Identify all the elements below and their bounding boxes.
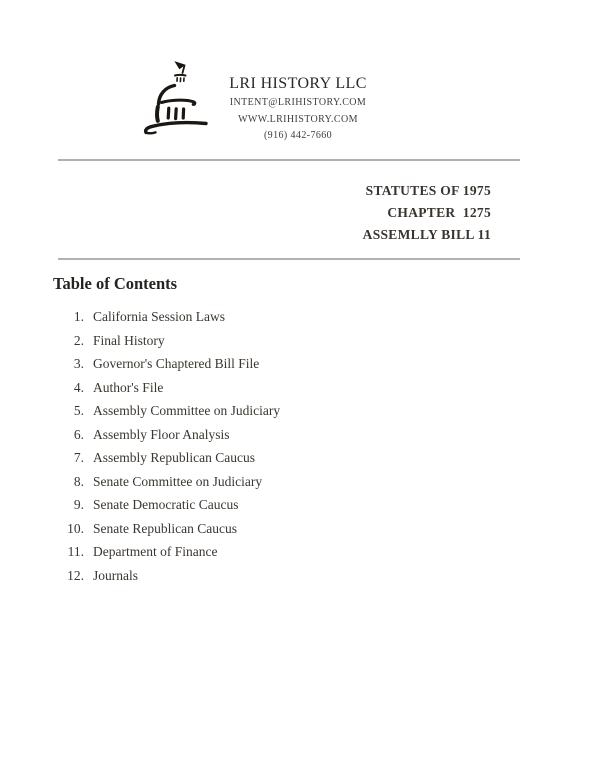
chapter-line: CHAPTER 1275 bbox=[387, 205, 491, 220]
toc-item-number: 12. bbox=[67, 567, 84, 583]
toc-item bbox=[53, 329, 473, 353]
company-name: LRI HISTORY LLC bbox=[229, 75, 367, 92]
toc-list bbox=[53, 305, 473, 587]
toc-item-number: 5. bbox=[73, 403, 84, 418]
toc-item-label: Assembly Committee on Judiciary bbox=[93, 403, 281, 418]
toc-item-number: 10. bbox=[67, 520, 84, 536]
toc-item bbox=[53, 517, 473, 541]
toc-item bbox=[53, 564, 473, 588]
toc-item bbox=[53, 446, 473, 470]
toc-item bbox=[53, 540, 473, 564]
capitol-dome-logo-icon bbox=[138, 57, 218, 143]
toc-item-number: 3. bbox=[73, 356, 84, 371]
toc-item-number: 7. bbox=[73, 450, 84, 465]
toc-title: Table of Contents bbox=[53, 274, 178, 293]
toc-item-label: Senate Republican Caucus bbox=[93, 520, 237, 536]
toc-item-number: 11. bbox=[67, 544, 84, 559]
toc-item-label: Assembly Republican Caucus bbox=[93, 450, 255, 465]
toc-item-number: 6. bbox=[73, 426, 84, 442]
assembly-bill-line: ASSEMLLY BILL 11 bbox=[362, 227, 491, 242]
toc-item bbox=[53, 305, 473, 329]
toc-item-label: Department of Finance bbox=[93, 544, 218, 559]
toc-item-label: California Session Laws bbox=[93, 309, 225, 324]
toc-item-number: 1. bbox=[73, 309, 84, 324]
toc-item-number: 2. bbox=[73, 332, 84, 348]
toc-item-label: Author's File bbox=[93, 379, 164, 395]
toc-item-number: 4. bbox=[73, 379, 84, 395]
horizontal-rule-top bbox=[58, 159, 520, 161]
horizontal-rule-bottom bbox=[58, 258, 520, 260]
company-phone: (916) 442-7660 bbox=[263, 130, 333, 141]
toc-item-label: Assembly Floor Analysis bbox=[93, 426, 230, 442]
toc-item bbox=[53, 399, 473, 423]
toc-item bbox=[53, 493, 473, 517]
toc-item-label: Final History bbox=[93, 332, 165, 348]
letterhead bbox=[208, 73, 388, 145]
toc-item-label: Journals bbox=[93, 567, 138, 583]
statutes-line: STATUTES OF 1975 bbox=[365, 183, 491, 198]
toc-item bbox=[53, 423, 473, 447]
company-website: WWW.LRIHISTORY.COM bbox=[238, 113, 358, 125]
toc-item-label: Senate Democratic Caucus bbox=[93, 497, 239, 512]
toc-item bbox=[53, 376, 473, 400]
statute-reference-block bbox=[58, 180, 491, 246]
toc-item-label: Governor's Chaptered Bill File bbox=[93, 356, 260, 371]
toc-item bbox=[53, 470, 473, 494]
company-email: INTENT@LRIHISTORY.COM bbox=[229, 97, 367, 108]
toc-item bbox=[53, 352, 473, 376]
toc-item-number: 9. bbox=[73, 497, 84, 512]
toc-item-label: Senate Committee on Judiciary bbox=[93, 473, 263, 489]
toc-item-number: 8. bbox=[73, 473, 84, 489]
